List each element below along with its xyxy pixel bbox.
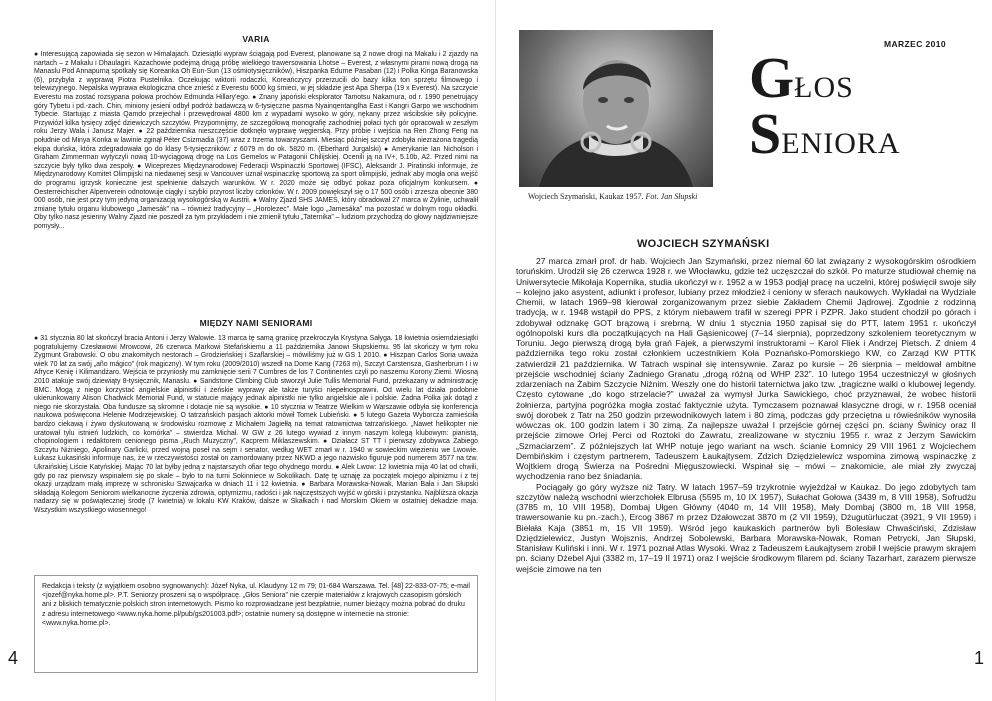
variety-heading: VARIA — [242, 34, 270, 44]
portrait-photo — [519, 30, 713, 187]
masthead-rest-2: ENIORA — [781, 127, 901, 160]
page-number-right: 1 — [974, 648, 985, 668]
editorial-text: Redakcja i teksty (z wyjątkiem osobno sygnowanych): Józef Nyka, ul. Klaudyny 12 m 79; 01-684 Warszawa. Tel. [48] 22-833-07-75; e-mail <jozef@nyka.home.pl>. P.T. Seniorzy proszeni są o współpracę. „Głos Seniora” nie czerpie materiałów z krajowych czasopism górskich ani z bliskich tematycznie polskich stron internetowych. Pismo ko rozprowadzane jest bezpłatnie, numer bieżący można pobrać do druku z adresu internetowego <www.nyka.home.pl/pub/gs201003.pdf>; ostatnie numery są dostępne w internecie na stronie: <www.nyka.home.pl>. — [42, 583, 470, 627]
photo-credit: Fot. Jan Słupski — [645, 192, 698, 201]
article-paragraph-2: Pociągały go góry wyższe niż Tatry. W latach 1957–59 trzykrotnie wyjeżdżał w Kaukaz. Do jego zdobytych tam szczytów należą wschodni wierzchołek Elbrusa (5595 m, 10 IX 1957), Sułachat Gołowa (3439 m, 8 VIII 1958), Sofrudżu (3785 m, 10 VIII 1958), Dombaj Ułgen Główny (4040 m, 14 VIII 1958), Mały Dombaj (3800 m, 18 VIII 1958, trawersowanie ku pn.-zach.), Ercog 3867 m przez Dżałowczat 3870 m (2 VII 1959), Dżugutürluczat (3921, 9 VII 1959) i Biełała Kaja (3851 m, 15 VII 1959). Wśród jego kaukaskich partnerów byli Bolesław Chwaściński, Zdzisław Dziędzielewicz, Justyn Wojsznis, Andrzej Sobolewski, Barbara Morawska-Nowak, Roman Petrycki, Jan Słupski, Stanisław Kuliński i inni. W r. 1971 poznał Atlas Wysoki. Wraz z Tadeuszem Łaukajtysem zrobił I wejście prawym skrajem pn. ściany Dżebel Ajui (3382 m, 17–19 II 1971) oraz I wejście środkowym filarem pd. ściany Tazarhart, zarazem pierwsze wejście zimowe na ten — [516, 481, 976, 574]
masthead-initial-g: G — [749, 45, 795, 110]
photo-caption — [528, 192, 748, 201]
editorial-box — [34, 575, 478, 673]
seniors-heading: MIĘDZY NAMI SENIORAMI — [199, 318, 313, 328]
variety-section — [34, 34, 478, 231]
portrait-illustration — [519, 30, 713, 187]
masthead-line-1 — [749, 45, 854, 110]
article-body — [516, 256, 976, 574]
masthead-rest-1: ŁOS — [794, 71, 854, 104]
photo-caption-text: Wojciech Szymański, Kaukaz 1957. — [528, 192, 644, 201]
masthead-line-2 — [749, 101, 901, 166]
masthead-initial-s: S — [749, 101, 782, 166]
seniors-section — [34, 318, 478, 515]
variety-text: ● Interesującą zapowiada się sezon w Himalajach. Dziesiątki wypraw ściągają pod Everest, planowane są 2 nowe drogi na Makalu i 2 zjazdy na nartach – z Makalu i Dhaulagiri. Kazachowie podejmą drugą próbę wielkiego trawersowania Lhotse – Everest, z własnymi pirami nową drogą na Manaslu Pod Annapurną spotkały się Koreanka Oh Eun-Sun (13 ośmiotysięczników), Hiszpanka Edurne Pasaban (12) i Polka Kinga Baranowska (6), przybyła z wyprawą Piotra Pustelnika. Oczekując wiktorii rodaczki, Koreańczycy przerzucili do bazy kilka ton sprzętu filmowego i telewizyjnego. Nepalska wyprawa ekologiczna chce znieść z Everestu 6000 kg śmieci, w jej składzie jest Apa Sherpa (19 x Everest). Na szczycie Everestu ma zostać rozsypana połowa prochów Edmunda Hillary'ego. ● Znany japoński eksplorator Tamotsu Nakamura, od r. 1990 penetrujący góry Tybetu i pd.-zach. Chin, miniony jesieni odbył podróż badawczą w 6-tysięczne pasma Nyainqentanglha East i Kangri Garpo we wschodnim Tybecie. Startując z miasta Qamdo przejechał i przewędrował 4800 km z wypadami wysoko w góry, nękany przez wścibskie siły policyjne. Przywiózł kilka tysięcy zdjęć dziewiczych szczytów. Przypomnijmy, że szczegółową monografię zachodniej połaci tych gór opracowali w zeszłym roku Jerzy Wala i Janusz Majer. ● 22 października nieszczęście dotknęło wyprawę węgierską. Przy próbie i wejścia na Ren Zhong Feng na południe od Minya Konka w lawinie zginął Péter Csizmadia (37) wraz z trzema towarzyszami. Miesiąc później szczyt zdobyła niezrażona tragedią ekipa duńska, która zdegradowała go do klasy 5-tysięczników: z 6079 m do ok. 5820 m. (Eberhard Jurgalski) ● Amerykanie Ian Nicholson i Graham Zimmerman wytyczyli nową 10-wyciągową drogę na Los Gemelos w Patagonii Chilijskiej. Ocenili ją na IV+, 5.10b, A2. Przed nimi na szczycie były tylko dwa zespoły. ● Wiceprezes Międzynarodowej Federacji Wspinaczki Sportowej (IFSC), Aleksandr J. Piratinski informuje, że Międzynarodowy Komitet Olimpijski na niedawnej sesji w Vancouver uznał wspinaczkę sportową za sport olimpijski, jednak aby mogła ona wejść do programu igrzysk konieczne jest spełnienie dalszych warunków. W r. 2020 może się odbyć pokaz poza oficjalnym konkursem. ● Oesterreichischer Alpenverein odnotowuje ciągły i szybki przyrost liczby członków. W r. 2009 powiększył się o 17 500 osób i zrzesza obecnie 380 000 osób, nie jest przy tym jedyną organizacją wysokogórską w Austrii. ● Walny Zjazd SHS JAMES, który obradował 27 marca w Żylinie, uchwalił zmianę tytułu organu klubowego „Jamesák” na – również tradycyjny – „Horolezec”. Małe logo „Jamesáka” ma pozostać w dolnym rogu okładki. Oby tylko nasz jesienny Walny Zjazd nie poszedł za tym przykładem i nie zmienił tytułu „Taternika” – ludziom przychodzą do głowy najdziwniejsze pomysły... — [34, 51, 478, 230]
issue-date: MARZEC 2010 — [884, 39, 947, 49]
article-paragraph-1: 27 marca zmarł prof. dr hab. Wojciech Jan Szymański, przez niemal 60 lat związany z wysokogórskim ośrodkiem toruńskim. Urodził się 26 czerwca 1928 r. we Włocławku, gdzie też uczęszczał do szkół. Po maturze studiował chemię na Uniwersytecie Mikołaja Kopernika, studia ukończył w r. 1952 a w 1953 podjął pracę na uczelni, której poświęcił swoje siły – kolejno jako asystent, adiunkt i profesor, lubiany przez młodzież i ceniony w sferach naukowych. Wykładał na Wydziale Chemii, w latach 1969–98 kierował zorganizowanym przez siebie Zakładem Chemii Jądrowej. Zgodnie z rodzinną tradycją, w r. 1948 wstąpił do PPS, z którym niebawem trafił w szeregi PPR i PZPR. Jako student chodził po górach i zdobywał odznakę GOT brązową i srebrną. W dniu 1 stycznia 1950 zapisał się do PTT, latem 1951 r. ukończył ogólnopolski kurs dla początkujących na Hali Gąsienicowej (7–14 sierpnia), poprzedzony szkoleniem teoretycznym w Toruniu. Jego pierwszą drogą była grań Fajek, a pierwszymi instruktorami – Karol Fliek i Andrzej Pietsch. Z dniem 4 października tego roku został członkiem uczestnikiem Koła Poznańsko-Pomorskiego KW, co Zarząd KW PTTK zatwierdził 21 października. W Tatrach wspinał się intensywnie. Zaraz po kursie – 26 sierpnia – meldował ambitne przejście wschodniej ściany Żadniego Granatu „drogą różną od WHP 232”. 10 lutego 1954 uczestniczył w głośnych zdarzeniach na Żabim Szczycie Niżnim. Weszły one do historii taternictwa jako tzw. „tragiczne walki o klubowej legendy. Często cytowane „do kogo strzelacie?” uważał za wymysł Jurka Sawickiego, choć przyznawał, że wobec historii żołnierza, partyjna pogróżka mogła zostać faktycznie użyta. Tymczasem poznawał klasyczne drogi, w r. 1958 oceniał swój dorobek z Tatr na 250 godzin przewodnikowych latem i 80 zimą, podczas gdy przeciętna u rówieśników wynosiła wówczas ok. 100 godzin latem i 30 zimą. Za najlepsze uważał I przejście górnej części pn. ściany Świnicy oraz II przejście zimowe Orlej Perci od Roztoki do Zawratu, zrealizowane w styczniu 1955 r. wraz z Jerzym Sawickim „Szmaciarzem”. Z późniejszych lat WHP notuje jego wariant na wsch. ścianie Łomnicy 29 VIII 1961 z Wojciechem Dembińskim i częstym partnerem, Tadeuszem Łaukajtysem. Zdzich Dziędzielewicz wspomina zimową wspinaczkę z Wojtkiem drogą Świerza na Pośredni Mięguszowiecki. Wspinał się – mówi – znakomicie, ale miał zły zwyczaj wychodzenia rano bez śniadania. — [516, 256, 976, 482]
page-gutter — [495, 0, 496, 701]
page-number-left: 4 — [8, 648, 19, 668]
article-title: WOJCIECH SZYMAŃSKI — [637, 238, 770, 250]
seniors-text: ● 31 stycznia 80 lat skończył bracia Antoni i Jerzy Walowie. 13 marca tę samą granicę przekroczyła Krystyna Sałyga. 18 kwietnia osiemdziesiątki pogratulujemy Czesławowi Mrowcowi, 26 czerwca Markowi Stefańskiemu a 11 października Janowi Słupskiemu. 95 lat skończy w tym roku Zygmunt Grabowski. O obu znakomitych nestorach – Grodzieńskiej i Szaflarskiej – mówiliśmy już w GS 1 2010. ● Hiszpan Carlos Soria uważa wiek 70 lat za swój „año mágico” (rok magiczny). W tym roku (2009/2010) wszedł na Dome Kang (7263 m), Szczyt Carstensza, Gasherbrum I i w Afryce Kenię i Kilimandżaro. Wejścia te przyniosły mu zamknięcie serii 7 Cumbres de los 7 Continentes czyli po naszemu Korony Ziemi. Wiosną 2010 atakuje swój dziewiąty 8-tysięcznik, Manaslu. ● Sandstone Climbing Club stworzył Julie Tullis Memorial Fund, przekazany w administrację BMC. Mogą z niego korzystać angielskie alpinistki i żeńskie wyprawy ale także turyści niepełnosprawni. Od wielu lat działa podobnie ukierunkowany Alison Chadwick Memorial Fund, w statucie mający jednak alpinistki nie tylko angielskie ale i polskie. Żadna Polka jak dotąd z niego nie skorzystała. Oba fundusze są skromne i dotacje nie są wysokie. ● 10 stycznia w Teatrze Wielkim w Warszawie odbyła się konferencja naukowa poświęcona Helenie Modrzejewskiej. O tatrzańskich pasjach aktorki mówił Tomek Lubieński. ● 5 lutego Gazeta Wyborcza zamieściła bardzo ciekawą i żywo dyskutowaną w środowisku rozmowę z Michałem Jagiełłą na temat ratownictwa tatrzańskiego. „Nawet helikopter nie uratował tylu istnień ludzkich, co komórka” – stwierdza Michał. W GW z 26 lutego wywiad z innym naszym kolegą klubowym: pianistą, chopinologiem i redaktorem cenionego pisma „Ruch Muzyczny”, Kacprem Miklaszewskim. ● Działacz ST TT i pierwszy zdobywca Żabiego Szczytu Niżniego, Apolinary Garlicki, przed wojną poseł na sejm i senator, według WET zmarł w r. 1940 w sowieckim więzieniu we Lwowie. Łukasz Łukasiński informuje nas, że w rzeczywistości został on zamordowany przez NKWD a jego nazwisko figuruje pod numerem 3577 na tzw. Ukraińskiej Liście Katyńskiej. Mając 70 lat byłby jedną z najstarszych ofiar tego ohydnego mordu. ● Alek Lwow: 12 kwietnia mija 40 lat od chwili, gdy po raz pierwszy wspinałem się po skale – było to na turni Sokinniece w Sokolikach. Datę tę uznaję za początek mojego alpinizmu i z tej okazji urządzam małą imprezę w schronisku Szwajcarka w dniach 11 i 12 kwietnia. ● Barbara Morawska-Nowak, Marian Bała i Jan Słupski składają Kolegom Seniorom wielkanocne życzenia zdrowia, optymizmu, radości i jak najczęstszych wyjść w górski i przystanku. Najbliższa okazja nadarzy się w poświątecznej środę (7 kwietnia) w lokalu KW Kraków, dalsze w Skałkach i nad Morskim Okiem w ostatniej dekadzie maja. Wszystkim wszystkiego wiosennego! — [34, 335, 478, 514]
